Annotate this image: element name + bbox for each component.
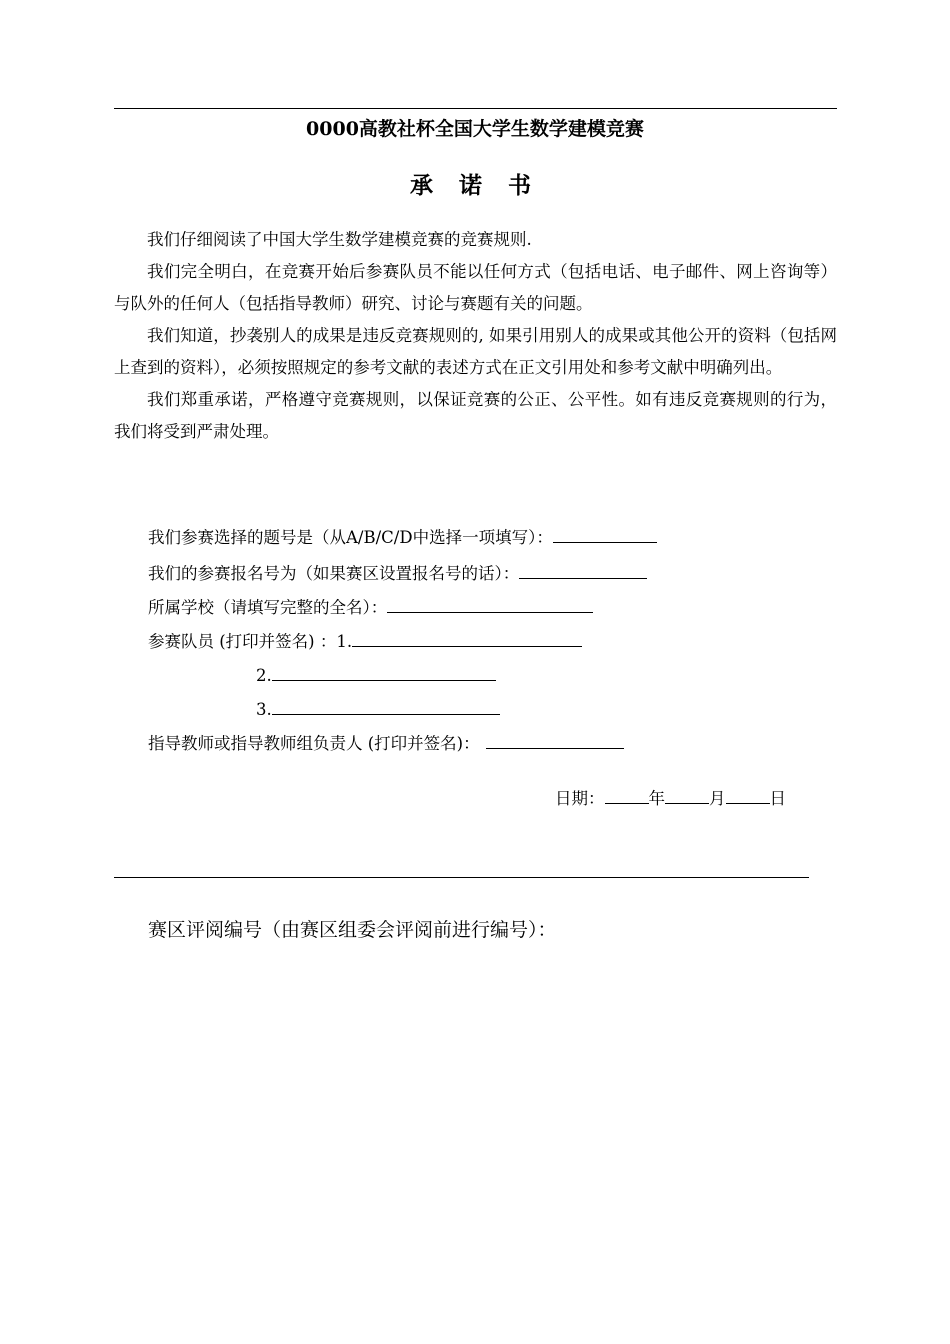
school-label: 所属学校（请填写完整的全名）： — [148, 598, 388, 617]
members-label: 参赛队员 (打印并签名) ： — [148, 632, 337, 651]
day-blank[interactable] — [726, 785, 770, 804]
registration-blank[interactable] — [519, 560, 647, 579]
member-3-blank[interactable] — [272, 696, 500, 715]
year-label: 年 — [648, 789, 665, 808]
paragraph-4: 我们郑重承诺，严格遵守竞赛规则，以保证竞赛的公正、公平性。如有违反竞赛规则的行为，我们将受到严肃处理。 — [114, 390, 837, 441]
day-label: 日 — [769, 789, 786, 808]
registration-row — [148, 560, 647, 586]
document-title: 0000高教社杯全国大学生数学建模竞赛 — [306, 118, 644, 140]
month-blank[interactable] — [665, 785, 709, 804]
member-row-1 — [148, 628, 582, 654]
member-2-number: 2. — [256, 666, 272, 685]
document-heading: 承 诺 书 — [409, 172, 540, 199]
member-2-blank[interactable] — [272, 662, 496, 681]
bottom-rule — [114, 877, 809, 878]
top-rule — [114, 108, 837, 109]
advisor-blank[interactable] — [486, 730, 624, 749]
advisor-row — [148, 730, 624, 756]
advisor-label: 指导教师或指导教师组负责人 (打印并签名)： — [148, 734, 480, 753]
review-number-label: 赛区评阅编号（由赛区组委会评阅前进行编号）： — [148, 919, 557, 941]
date-row — [555, 785, 786, 811]
problem-row — [148, 524, 657, 550]
paragraph-1: 我们仔细阅读了中国大学生数学建模竞赛的竞赛规则. — [147, 230, 532, 249]
member-1-number: 1. — [336, 632, 353, 651]
registration-label: 我们的参赛报名号为（如果赛区设置报名号的话）： — [148, 564, 520, 583]
date-label: 日期： — [555, 789, 605, 808]
year-blank[interactable] — [605, 785, 649, 804]
school-blank[interactable] — [387, 594, 593, 613]
paragraph-2: 我们完全明白，在竞赛开始后参赛队员不能以任何方式（包括电话、电子邮件、网上咨询等）与队外的任何人（包括指导教师）研究、讨论与赛题有关的问题。 — [114, 262, 837, 313]
school-row — [148, 594, 593, 620]
problem-blank[interactable] — [553, 524, 657, 543]
member-row-3 — [256, 696, 500, 722]
member-3-number: 3. — [256, 700, 272, 719]
problem-label: 我们参赛选择的题号是（从A/B/C/D中选择一项填写）： — [148, 528, 553, 547]
member-1-blank[interactable] — [352, 628, 582, 647]
pledge-body — [114, 224, 837, 448]
paragraph-3: 我们知道，抄袭别人的成果是违反竞赛规则的, 如果引用别人的成果或其他公开的资料（包括网上查到的资料），必须按照规定的参考文献的表述方式在正文引用处和参考文献中明确列出。 — [114, 326, 837, 377]
member-row-2 — [256, 662, 496, 688]
month-label: 月 — [709, 789, 726, 808]
